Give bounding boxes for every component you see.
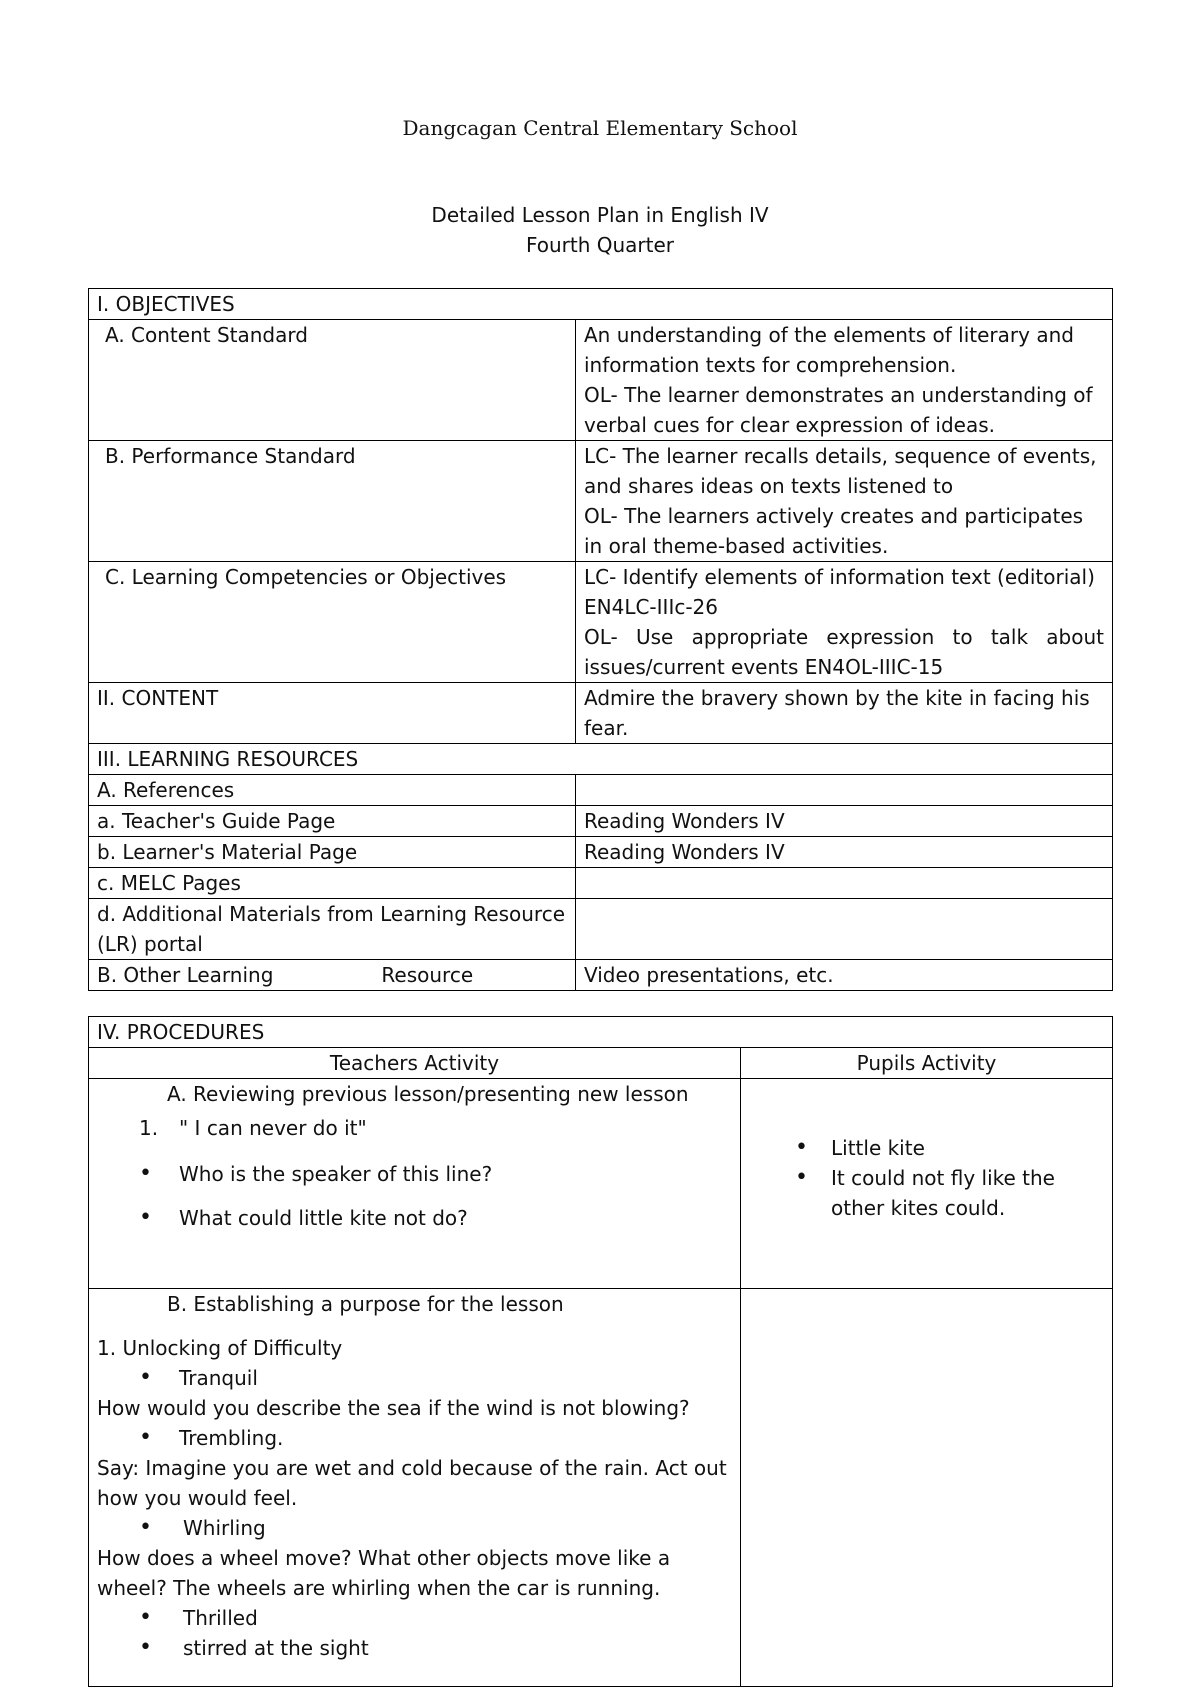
resources-heading: III. LEARNING RESOURCES [89,744,1113,775]
performance-standard-text-1: LC- The learner recalls details, sequence of events, and shares ideas on texts listened to [584,444,1097,498]
prompt-whirling: How does a wheel move? What other objects move like a wheel? The wheels are whirling when the car is running. [97,1546,671,1600]
section-b-teacher [89,1289,741,1687]
content-standard-text [576,320,1113,441]
prompt-trembling: Say: Imagine you are wet and cold because of the rain. Act out how you would feel. [97,1456,727,1510]
teachers-guide-label: a. Teacher's Guide Page [89,806,576,837]
school-name: Dangcagan Central Elementary School [402,116,798,140]
teachers-guide-value: Reading Wonders IV [576,806,1113,837]
ol-code: EN4OL-IIIC-15 [804,655,944,679]
other-resource-label-a: B. Other Learning [97,963,274,987]
performance-standard-text-2: OL- The learners actively creates and participates in oral theme-based activities. [584,504,1084,558]
lc-competency: LC- Identify elements of information text (editorial) [584,565,1095,589]
lesson-plan-title: Detailed Lesson Plan in English IV [431,203,769,227]
additional-materials-value [576,899,1113,960]
word-tranquil: • Tranquil [97,1363,732,1393]
melc-pages-value [576,868,1113,899]
competencies-label: C. Learning Competencies or Objectives [89,562,576,683]
teachers-activity-header: Teachers Activity [89,1048,741,1079]
ol-competency: OL- Use appropriate expression to talk about issues/current events [584,625,1104,679]
performance-standard-text [576,441,1113,562]
word-thrilled: • Thrilled [97,1603,732,1633]
section-b-pupils [741,1289,1113,1687]
procedures-heading: IV. PROCEDURES [89,1017,1113,1048]
quote-item [97,1113,732,1143]
other-resource-value: Video presentations, etc. [576,960,1113,991]
procedures-table [88,1016,1113,1687]
answer-item: • It could not fly like the other kites could. [749,1163,1104,1223]
item-number: 1. [139,1116,159,1140]
word-trembling: • Trembling. [97,1423,732,1453]
pupils-activity-header: Pupils Activity [741,1048,1113,1079]
unlocking-difficulty: 1. Unlocking of Difficulty [97,1336,343,1360]
answer-item: • Little kite [749,1133,1104,1163]
competencies-text [576,562,1113,683]
content-standard-text-2: OL- The learner demonstrates an understanding of verbal cues for clear expression of ideas. [584,383,1093,437]
question-speaker: • Who is the speaker of this line? [97,1159,732,1189]
performance-standard-label: B. Performance Standard [89,441,576,562]
lesson-plan-table [88,288,1113,991]
section-b-heading: B. Establishing a purpose for the lesson [167,1292,564,1316]
section-a-pupils [741,1079,1113,1289]
kite-quote: " I can never do it" [179,1116,367,1140]
prompt-tranquil: How would you describe the sea if the wind is not blowing? [97,1396,690,1420]
melc-pages-label: c. MELC Pages [89,868,576,899]
content-standard-label: A. Content Standard [89,320,576,441]
quarter-label: Fourth Quarter [525,233,675,257]
references-value [576,775,1113,806]
question-kite: • What could little kite not do? [97,1203,732,1233]
other-resource-label [89,960,576,991]
content-text: Admire the bravery shown by the kite in facing his fear. [576,683,1113,744]
references-heading: A. References [89,775,576,806]
learners-material-label: b. Learner's Material Page [89,837,576,868]
word-stirred: • stirred at the sight [97,1633,732,1663]
section-a-heading: A. Reviewing previous lesson/presenting new lesson [167,1082,689,1106]
additional-materials-label: d. Additional Materials from Learning Resource (LR) portal [89,899,576,960]
content-heading: II. CONTENT [89,683,576,744]
word-whirling: • Whirling [97,1513,732,1543]
section-a-teacher [89,1079,741,1289]
learners-material-value: Reading Wonders IV [576,837,1113,868]
lc-code: EN4LC-IIIc-26 [584,595,719,619]
content-standard-text-1: An understanding of the elements of literary and information texts for comprehension. [584,323,1074,377]
other-resource-label-b: Resource [381,963,474,987]
objectives-heading: I. OBJECTIVES [89,289,1113,320]
